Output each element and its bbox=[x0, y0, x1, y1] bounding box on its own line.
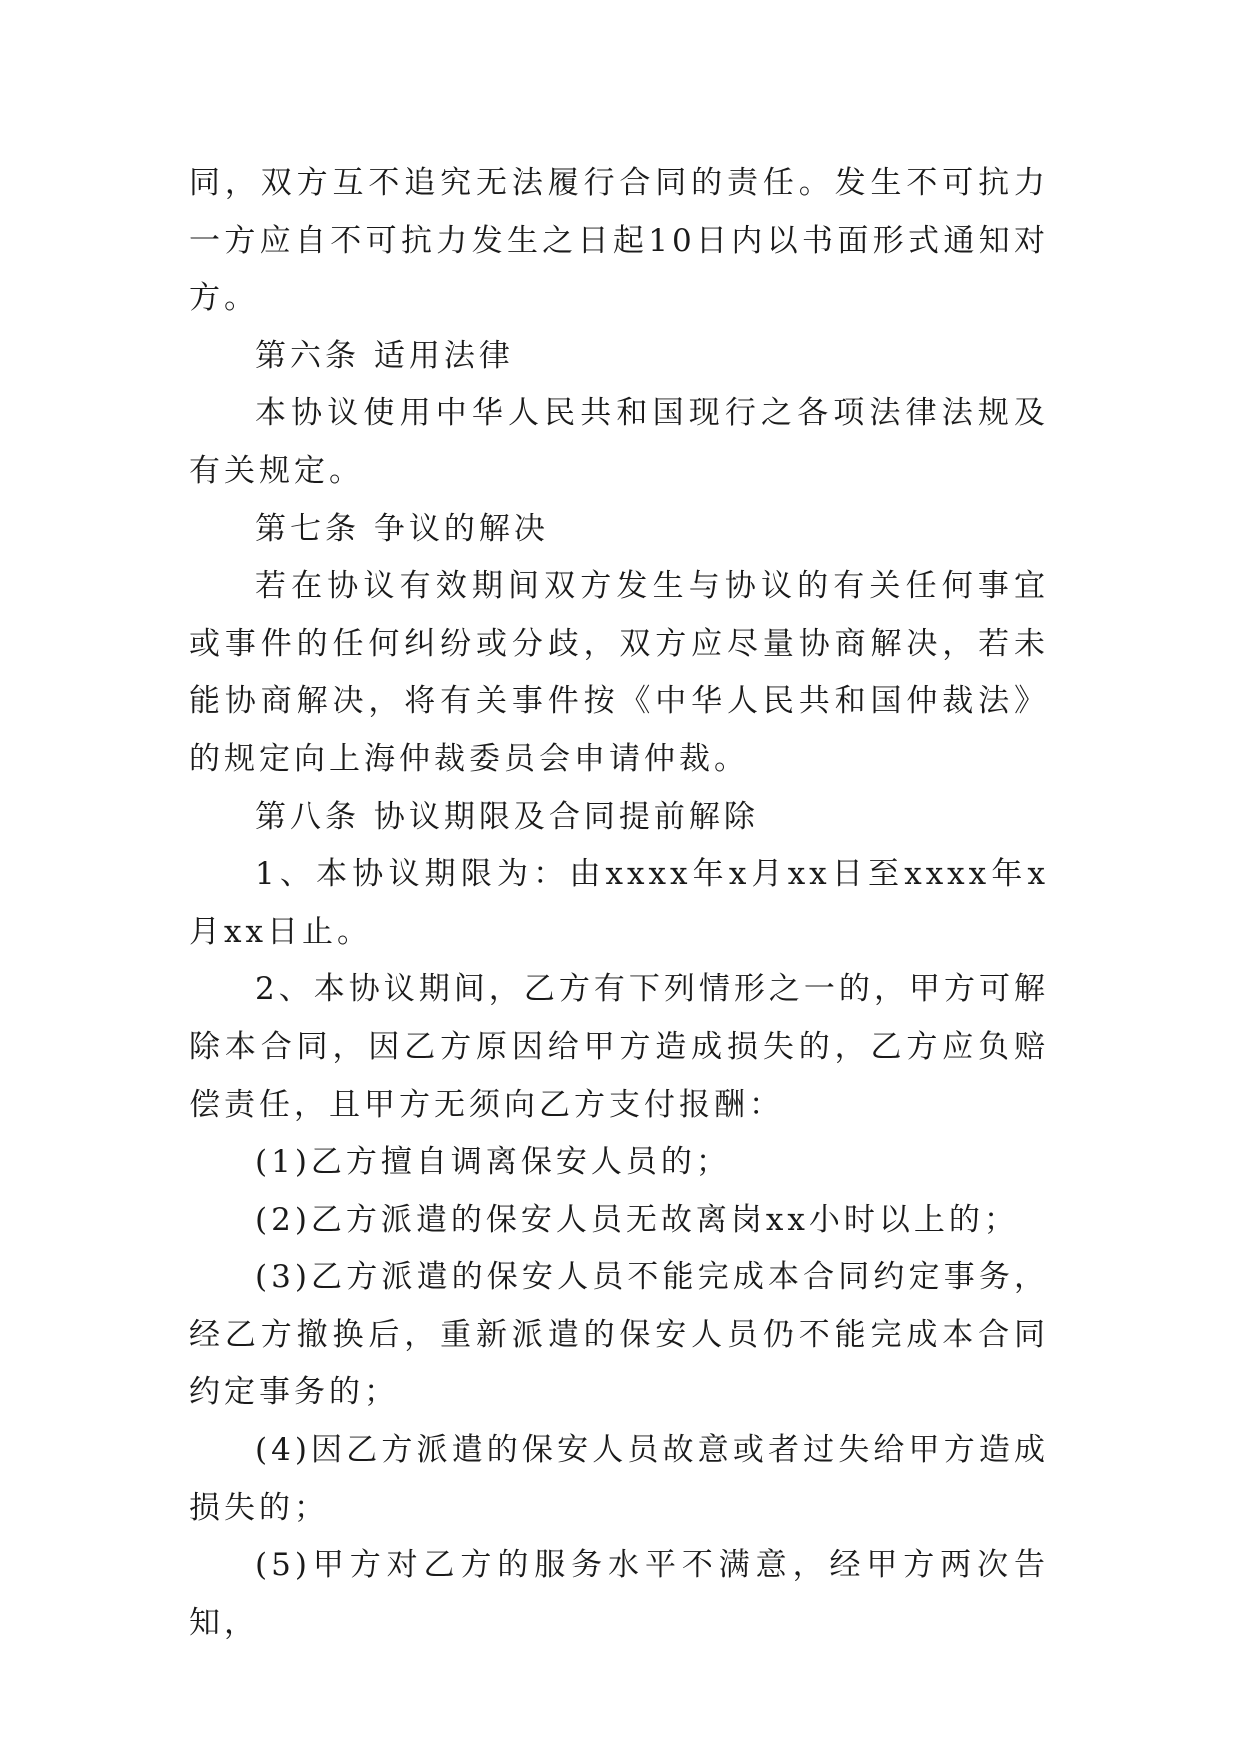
heading-article-7: 第七条 争议的解决 bbox=[255, 510, 549, 547]
list-item-1: (1)乙方擅自调离保安人员的； bbox=[255, 1144, 731, 1181]
list-item-4: (4)因乙方派遣的保安人员故意或者过失给甲方造成损失的； bbox=[189, 1432, 1049, 1526]
document-body bbox=[189, 155, 1049, 1652]
heading-article-8: 第八条 协议期限及合同提前解除 bbox=[255, 798, 759, 835]
paragraph-term: 1、本协议期限为：由xxxx年x月xx日至xxxx年x月xx日止。 bbox=[189, 856, 1049, 950]
paragraph-applicable-law: 本协议使用中华人民共和国现行之各项法律法规及有关规定。 bbox=[189, 395, 1049, 489]
list-item-5: (5)甲方对乙方的服务水平不满意，经甲方两次告知， bbox=[189, 1547, 1049, 1641]
paragraph-force-majeure-continuation: 同，双方互不追究无法履行合同的责任。发生不可抗力一方应自不可抗力发生之日起10日内以书面形式通知对方。 bbox=[189, 165, 1049, 317]
list-item-3: (3)乙方派遣的保安人员不能完成本合同约定事务，经乙方撤换后，重新派遣的保安人员仍不能完成本合同约定事务的； bbox=[189, 1259, 1049, 1411]
paragraph-dispute-resolution: 若在协议有效期间双方发生与协议的有关任何事宜或事件的任何纠纷或分歧，双方应尽量协商解决，若未能协商解决，将有关事件按《中华人民共和国仲裁法》的规定向上海仲裁委员会申请仲裁。 bbox=[189, 568, 1049, 777]
paragraph-termination-conditions: 2、本协议期间，乙方有下列情形之一的，甲方可解除本合同，因乙方原因给甲方造成损失的，乙方应负赔偿责任，且甲方无须向乙方支付报酬： bbox=[189, 971, 1049, 1123]
heading-article-6: 第六条 适用法律 bbox=[255, 337, 514, 374]
list-item-2: (2)乙方派遣的保安人员无故离岗xx小时以上的； bbox=[255, 1201, 1019, 1238]
